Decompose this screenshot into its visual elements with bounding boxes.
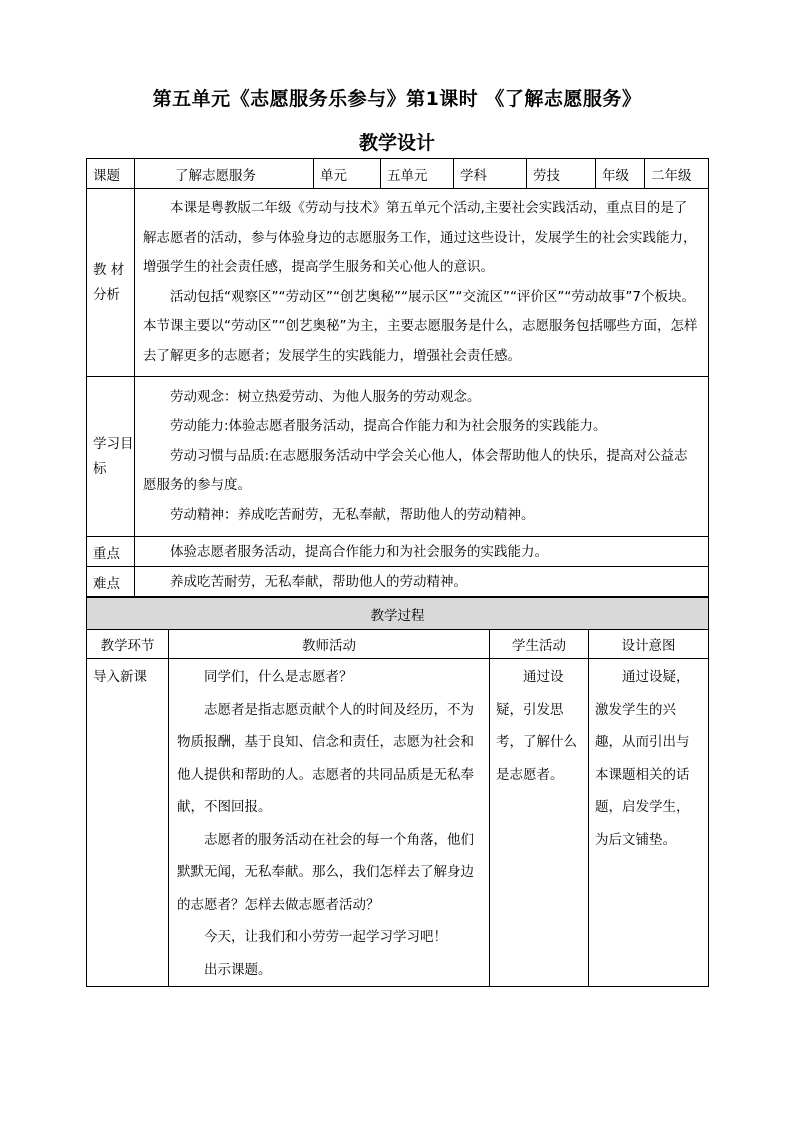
teacher-paragraph: 今天，让我们和小劳劳一起学习学习吧！ [204,929,447,945]
label-difficulty: 难点 [87,567,135,597]
key-point-text: 体验志愿者服务活动，提高合作能力和为社会服务的实践能力。 [170,543,548,560]
difficulty-text: 养成吃苦耐劳，无私奉献，帮助他人的劳动精神。 [170,573,467,590]
document-title: 第五单元《志愿服务乐参与》第1课时 《了解志愿服务》 [152,88,642,110]
teacher-paragraph: 志愿者的服务活动在社会的每一个角落，他们默默无闻，无私奉献。那么，我们怎样去了解身边的志愿者？怎样去做志愿者活动？ [177,831,474,913]
lesson-info-table [86,158,709,597]
teacher-paragraph: 同学们，什么是志愿者？ [204,669,353,685]
col-student: 学生活动 [490,630,589,659]
unit-value: 五单元 [381,159,454,189]
material-row [87,189,709,377]
grade-value: 二年级 [645,159,709,189]
objective-item: 劳动能力:体验志愿者服务活动，提高合作能力和为社会服务的实践能力。 [170,418,607,435]
objective-item: 劳动习惯与品质:在志愿服务活动中学会关心他人，体会帮助他人的快乐，提高对公益志愿服务的参与度。 [143,447,688,494]
stage-cell: 导入新课 [87,659,169,987]
key-point-row [87,537,709,567]
label-key-point: 重点 [87,537,135,567]
teacher-paragraph: 出示课题。 [204,961,272,978]
difficulty-row [87,567,709,597]
material-paragraph: 活动包括“观察区”“劳动区”“创艺奥秘”“展示区”“交流区”“评价区”“劳动故事”7个板块。本节课主要以“劳动区”“创艺奥秘”为主，主要志愿服务是什么，志愿服务包括哪些方面，怎样去了解更多的志愿者；发展学生的实践能力，增强社会责任感。 [143,288,698,364]
material-content [135,189,709,377]
material-paragraph: 本课是粤教版二年级《劳动与技术》第五单元个活动,主要社会实践活动，重点目的是了解志愿者的活动，参与体验身边的志愿服务工作，通过这些设计，发展学生的社会实践能力，增强学生的社会责任感，提高学生服务和关心他人的意识。 [143,200,697,275]
design-intent-text: 通过设疑，激发学生的兴趣，从而引出与本课题相关的话题，启发学生，为后文铺垫。 [595,669,690,848]
label-objectives: 学习目标 [87,377,135,537]
info-row [87,159,709,189]
process-header-row [87,598,709,630]
teacher-activity-cell [169,659,490,987]
col-teacher: 教师活动 [169,630,490,659]
teacher-paragraph: 志愿者是指志愿贡献个人的时间及经历，不为物质报酬，基于良知、信念和责任，志愿为社会和他人提供和帮助的人。志愿者的共同品质是无私奉献，不图回报。 [177,701,474,815]
label-subject: 学科 [454,159,527,189]
process-row [87,659,709,987]
objectives-content [135,377,709,537]
process-column-headers [87,630,709,659]
objective-item: 劳动观念：树立热爱劳动、为他人服务的劳动观念。 [170,388,481,405]
teaching-process-table [86,597,709,987]
col-stage: 教学环节 [87,630,169,659]
document-subtitle: 教学设计 [358,132,435,154]
student-activity-text: 通过设疑，引发思考，了解什么是志愿者。 [496,669,577,783]
label-material: 教 材分析 [87,189,135,377]
objectives-row [87,377,709,537]
col-intent: 设计意图 [589,630,709,659]
subject-value: 劳技 [527,159,596,189]
label-topic: 课题 [87,159,135,189]
label-unit: 单元 [314,159,381,189]
label-grade: 年级 [596,159,645,189]
objective-item: 劳动精神：养成吃苦耐劳，无私奉献，帮助他人的劳动精神。 [170,506,535,523]
topic-value: 了解志愿服务 [135,159,314,189]
process-header: 教学过程 [87,598,709,630]
